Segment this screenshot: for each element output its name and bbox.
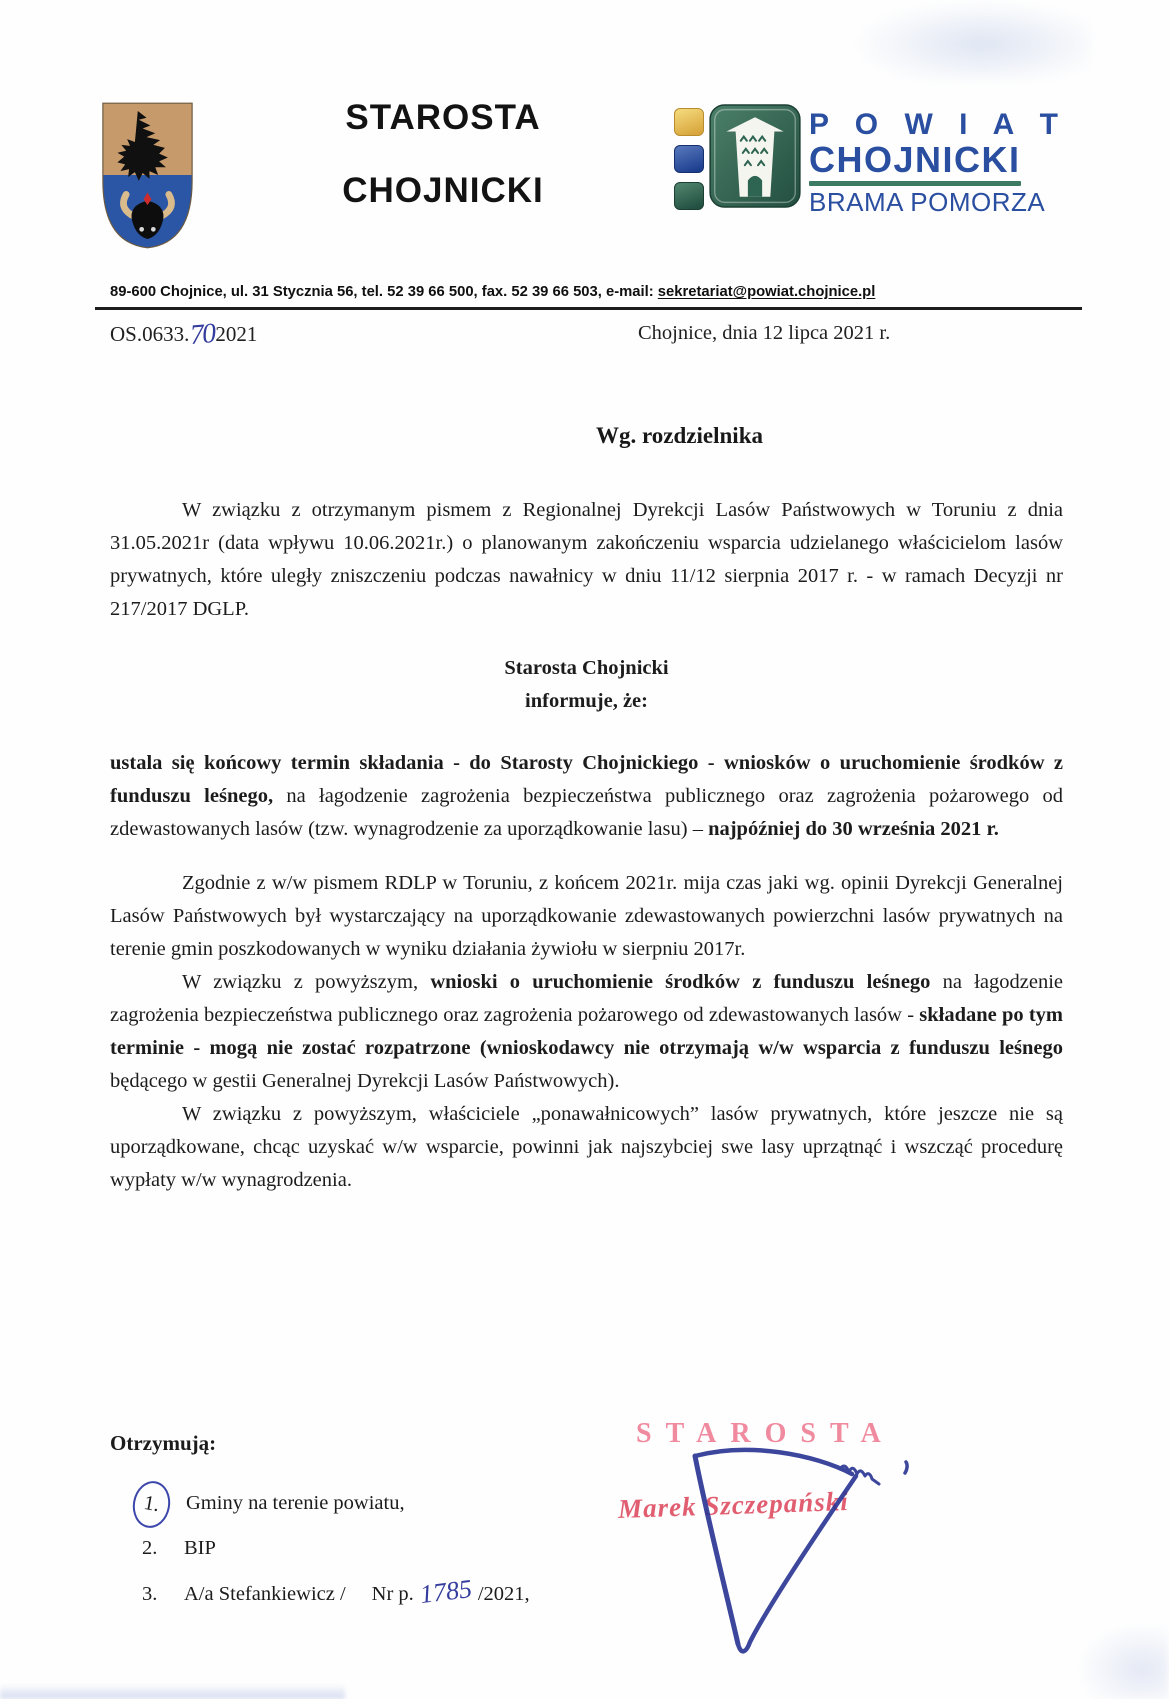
paragraph-5: W związku z powyższym, właściciele „ponawałnicowych” lasów prywatnych, które jeszcze nie są uporządkowane, chcąc uzyskać w/w wsparcie, powinni jak najszybciej swe lasy uprzątnąć i wszcząć procedurę wypłaty w/w wynagrodzenia. <box>110 1103 1063 1191</box>
reference-number <box>110 317 257 349</box>
letterhead-title-line2: CHOJNICKI <box>342 171 544 210</box>
paragraph-1: W związku z otrzymanym pismem z Regionalnej Dyrekcji Lasów Państwowych w Toruniu z dnia 31.05.2021r (data wpływu 10.06.2021r.) o planowanym zakończeniu wsparcia udzielanego właścicielom lasów prywatnych, które uległy zniszczeniu podczas nawałnicy w dniu 11/12 sierpnia 2017 r. - w ramach Decyzji nr 217/2017 DGLP. <box>110 499 1063 620</box>
coat-of-arms-icon <box>99 99 196 256</box>
recipient-2-text: BIP <box>184 1537 216 1559</box>
gate-tower-icon <box>709 104 801 213</box>
logo-brama-label: BRAMA POMORZA <box>809 186 1046 217</box>
paragraph-4 <box>110 966 1063 1098</box>
paragraph-4-bold2: składane po tym terminie - mogą nie zostać rozpatrzone (wnioskodawcy nie otrzymają w/w wsparcia z funduszu leśnego <box>110 1004 1064 1059</box>
scan-smudge-bottom-right <box>1080 1625 1169 1699</box>
circled-number-annotation <box>129 1478 174 1531</box>
powiat-logo <box>674 104 1067 216</box>
reference-prefix: OS.0633. <box>110 322 190 346</box>
logo-square-blue-icon <box>674 145 704 173</box>
recipient-3-number: 3. <box>142 1583 158 1605</box>
letterhead-title <box>318 98 568 211</box>
paragraph-4-text2: na łagodzenie zagrożenia bezpieczeństwa publicznego oraz zagrożenia pożarowego od zdewastowanych lasów - <box>110 971 1063 1026</box>
contact-email-link[interactable]: sekretariat@powiat.chojnice.pl <box>657 284 876 300</box>
addressee-heading: Wg. rozdzielnika <box>596 423 763 448</box>
letterhead-title-line1: STAROSTA <box>345 98 541 137</box>
place-date: Chojnice, dnia 12 lipca 2021 r. <box>638 322 891 344</box>
recipient-2-number: 2. <box>142 1537 158 1559</box>
paragraph-2-bold-term: ustala się końcowy termin składania - do Starosty Chojnickiego - wniosków o uruchomienie środków z funduszu leśnego, <box>110 752 1063 807</box>
letter-body <box>110 494 1063 1197</box>
paragraph-2-text: na łagodzenie zagrożenia bezpieczeństwa publicznego oraz zagrożenia pożarowego od zdewastowanych lasów (tzw. wynagrodzenie za uporządkowanie lasu) – <box>110 785 1063 840</box>
center-statement-line2: informuje, że: <box>525 690 648 712</box>
starosta-stamp-name: Marek Szczepański <box>617 1485 850 1525</box>
recipient-row-1: Gminy na terenie powiatu, <box>186 1492 405 1514</box>
logo-text-block <box>809 104 1067 216</box>
logo-powiat-label: P O W I A T <box>809 108 1067 141</box>
paragraph-4-bold1: wnioski o uruchomienie środków z funduszu leśnego <box>430 971 931 993</box>
recipients-label: Otrzymują: <box>110 1431 217 1455</box>
logo-square-yellow-icon <box>674 108 704 136</box>
separator-rule <box>95 307 1082 310</box>
logo-squares <box>674 108 704 210</box>
logo-square-green-icon <box>674 182 704 210</box>
recipient-3-text: A/a Stefankiewicz / <box>184 1583 346 1605</box>
handwritten-case-number: 1785 <box>418 1573 474 1610</box>
reference-suffix: 2021 <box>215 322 258 346</box>
contact-text: 89-600 Chojnice, ul. 31 Stycznia 56, tel. 52 39 66 500, fax. 52 39 66 503, e-mail: <box>110 284 658 300</box>
recipient-3-suffix: /2021, <box>477 1583 530 1605</box>
recipient-1-number: 1. <box>142 1491 162 1517</box>
scan-smudge-top-right <box>850 0 1090 80</box>
handwritten-signature-ink <box>600 1424 930 1669</box>
recipient-row-3 <box>142 1573 530 1610</box>
recipient-row-2 <box>142 1537 216 1560</box>
paragraph-2 <box>110 747 1063 846</box>
center-statement-line1: Starosta Chojnicki <box>504 657 669 679</box>
scan-smudge-bottom-left <box>0 1684 345 1699</box>
center-statement <box>110 652 1063 718</box>
recipient-3-nr-label: Nr p. <box>371 1583 414 1605</box>
paragraph-2-bold-deadline: najpóźniej do 30 września 2021 r. <box>708 818 999 840</box>
starosta-stamp-title: STAROSTA <box>636 1418 895 1449</box>
paragraph-3: Zgodnie z w/w pismem RDLP w Toruniu, z końcem 2021r. mija czas jaki wg. opinii Dyrekcji Generalnej Lasów Państwowych był wystarczający na uporządkowanie zdewastowanych powierzchni lasów prywatnych na terenie gmin poszkodowanych w wyniku działania żywiołu w sierpniu 2017r. <box>110 872 1063 960</box>
paragraph-4-text1: W związku z powyższym, <box>182 971 431 993</box>
logo-underline <box>809 181 1021 186</box>
paragraph-4-text3: będącego w gestii Generalnej Dyrekcji Lasów Państwowych). <box>110 1070 620 1092</box>
reference-handwritten-number: 70 <box>189 318 216 351</box>
logo-chojnicki-label: CHOJNICKI <box>809 139 1021 180</box>
contact-line <box>110 284 1090 300</box>
